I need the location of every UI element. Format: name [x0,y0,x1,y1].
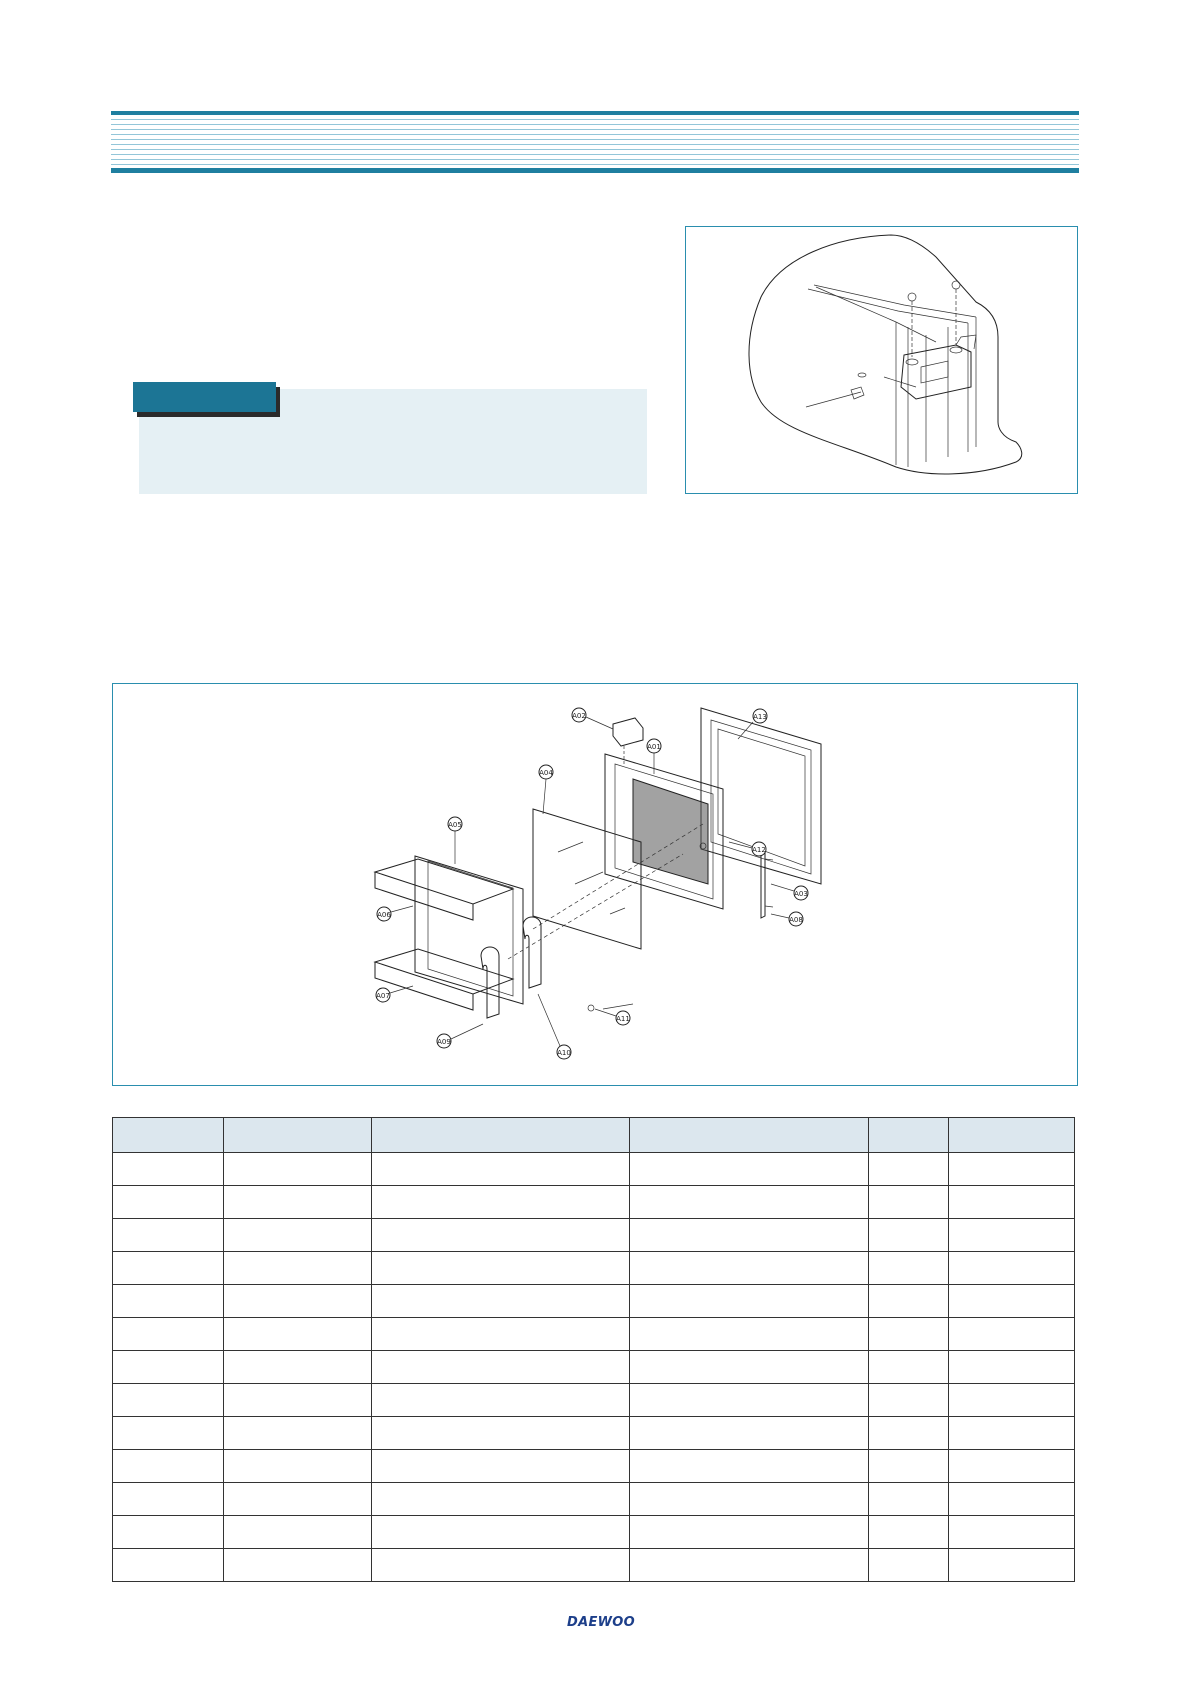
callout-a09 [437,1034,451,1048]
callout-a02 [572,708,586,722]
table-cell [630,1549,869,1582]
parts-table [112,1117,1075,1582]
table-cell [630,1450,869,1483]
table-cell [949,1450,1075,1483]
table-cell [372,1417,630,1450]
table-row [113,1351,1075,1384]
table-cell [949,1186,1075,1219]
svg-text:A11: A11 [616,1015,630,1023]
table-cell [372,1219,630,1252]
table-cell [869,1351,949,1384]
table-cell [869,1219,949,1252]
table-row [113,1417,1075,1450]
table-cell [113,1549,224,1582]
table-cell [372,1285,630,1318]
table-row [113,1450,1075,1483]
table-cell [372,1384,630,1417]
table-cell [949,1153,1075,1186]
table-header-row [113,1118,1075,1153]
table-cell [869,1549,949,1582]
table-cell [372,1516,630,1549]
table-cell [949,1252,1075,1285]
table-cell [949,1549,1075,1582]
table-cell [224,1384,372,1417]
header-rule-bottom [111,168,1079,173]
table-cell [630,1219,869,1252]
table-cell [630,1318,869,1351]
table-cell [869,1417,949,1450]
table-header-cell [224,1118,372,1153]
callout-a05 [448,817,462,831]
table-cell [630,1186,869,1219]
detail-figure [685,226,1078,494]
svg-text:A05: A05 [448,821,462,829]
callout-a01 [647,739,661,753]
svg-text:A06: A06 [377,911,391,919]
svg-text:DAEWOO: DAEWOO [567,1615,635,1630]
note-tab [133,382,276,412]
callout-a04 [539,765,553,779]
table-cell [224,1450,372,1483]
table-cell [949,1351,1075,1384]
table-cell [113,1153,224,1186]
table-cell [113,1516,224,1549]
table-header-cell [949,1118,1075,1153]
table-cell [113,1483,224,1516]
exploded-view-figure [112,683,1078,1086]
table-row [113,1384,1075,1417]
table-cell [949,1219,1075,1252]
table-cell [224,1417,372,1450]
header-band [111,111,1079,173]
table-cell [630,1252,869,1285]
table-cell [949,1516,1075,1549]
table-cell [113,1384,224,1417]
table-cell [224,1186,372,1219]
table-cell [869,1153,949,1186]
table-header-cell [630,1118,869,1153]
callout-a13 [753,709,767,723]
table-cell [869,1186,949,1219]
svg-text:A12: A12 [752,846,766,854]
table-cell [869,1384,949,1417]
table-cell [869,1285,949,1318]
table-row [113,1285,1075,1318]
table-cell [113,1186,224,1219]
table-cell [949,1384,1075,1417]
table-header-cell [113,1118,224,1153]
table-header-cell [372,1118,630,1153]
table-cell [113,1417,224,1450]
table-cell [224,1252,372,1285]
table-cell [630,1351,869,1384]
callout-a06 [377,907,391,921]
table-cell [869,1483,949,1516]
table-row [113,1318,1075,1351]
svg-text:A02: A02 [572,712,586,720]
table-row [113,1516,1075,1549]
svg-text:A09: A09 [437,1038,451,1046]
table-row [113,1153,1075,1186]
callout-a10 [557,1045,571,1059]
callout-a08 [789,912,803,926]
table-cell [372,1153,630,1186]
table-cell [224,1285,372,1318]
table-cell [630,1417,869,1450]
table-row [113,1483,1075,1516]
table-cell [224,1516,372,1549]
table-row [113,1219,1075,1252]
table-cell [949,1318,1075,1351]
callout-a11 [616,1011,630,1025]
table-cell [224,1351,372,1384]
callout-a12 [752,842,766,856]
table-cell [113,1219,224,1252]
table-cell [113,1318,224,1351]
table-cell [630,1516,869,1549]
table-row [113,1252,1075,1285]
svg-text:A03: A03 [794,890,808,898]
table-body [113,1153,1075,1582]
table-cell [224,1318,372,1351]
daewoo-logo [560,1611,642,1631]
table-cell [630,1153,869,1186]
table-cell [372,1186,630,1219]
table-row [113,1186,1075,1219]
table-cell [224,1219,372,1252]
table-cell [630,1285,869,1318]
svg-text:A08: A08 [789,916,803,924]
svg-text:A01: A01 [647,743,661,751]
table-cell [949,1417,1075,1450]
table-row [113,1549,1075,1582]
callout-a03 [794,886,808,900]
table-cell [372,1252,630,1285]
table-cell [372,1318,630,1351]
table-cell [949,1483,1075,1516]
svg-text:A04: A04 [539,769,553,777]
table-cell [372,1450,630,1483]
exploded-view-drawing [113,684,1079,1087]
table-header-cell [869,1118,949,1153]
svg-text:A07: A07 [376,992,390,1000]
callout-a07 [376,988,390,1002]
table-cell [224,1153,372,1186]
table-cell [224,1483,372,1516]
table-cell [630,1384,869,1417]
header-rule-top [111,111,1079,115]
svg-text:A13: A13 [753,713,767,721]
table-cell [630,1483,869,1516]
table-cell [113,1252,224,1285]
table-cell [869,1252,949,1285]
header-stripes [111,119,1079,165]
table-cell [113,1351,224,1384]
table-cell [113,1285,224,1318]
table-cell [949,1285,1075,1318]
svg-text:A10: A10 [557,1049,571,1057]
table-cell [372,1549,630,1582]
table-cell [869,1450,949,1483]
table-cell [372,1351,630,1384]
detail-drawing [686,227,1079,495]
table-cell [869,1516,949,1549]
table-cell [224,1549,372,1582]
table-cell [113,1450,224,1483]
table-cell [372,1483,630,1516]
table-cell [869,1318,949,1351]
